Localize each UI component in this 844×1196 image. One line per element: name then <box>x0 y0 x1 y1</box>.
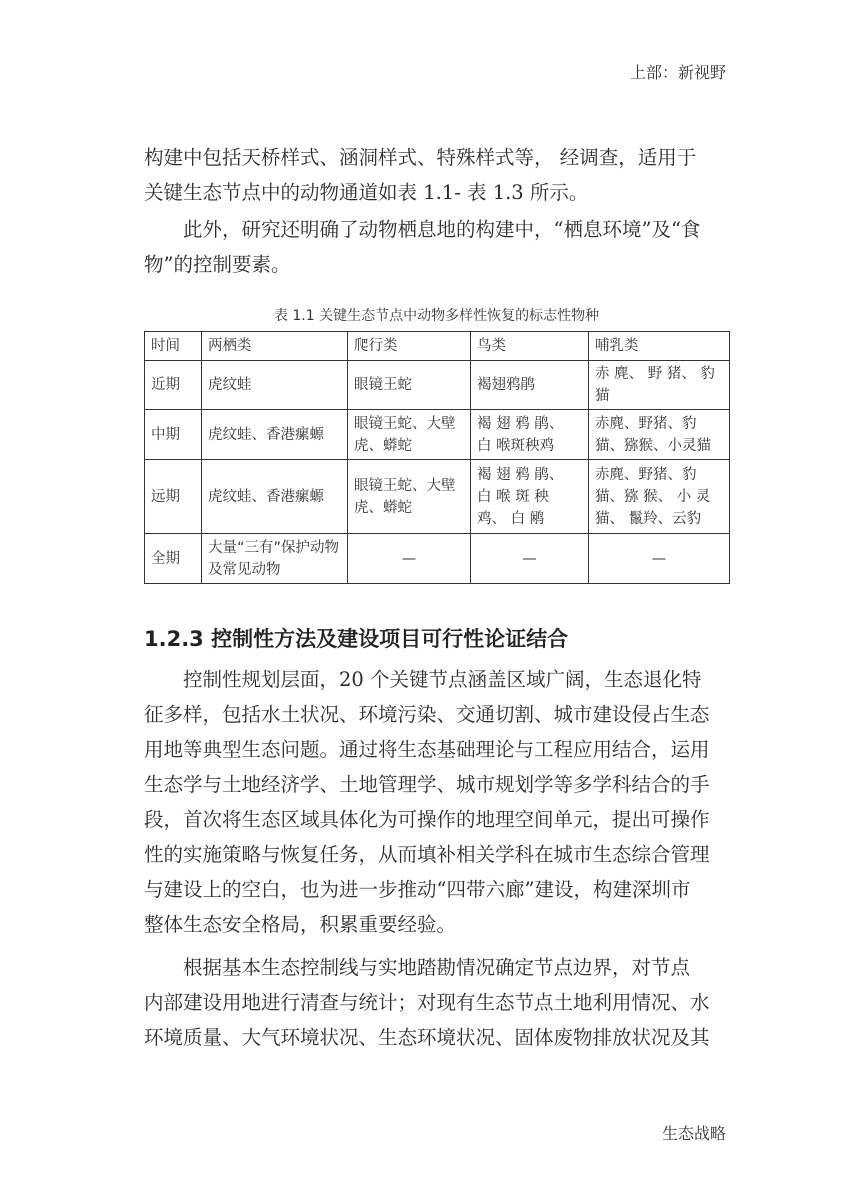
text-line: 物”的控制要素。 <box>144 253 291 276</box>
column-header: 哺乳类 <box>589 332 730 361</box>
text-line: 征多样，包括水土状况、环境污染、交通切割、城市建设侵占生态 <box>144 703 710 726</box>
table-cell: 中期 <box>145 410 202 460</box>
table-cell: 虎纹蛙 <box>202 361 348 410</box>
table-cell: 眼镜王蛇 <box>348 361 471 410</box>
text-line: 关键生态节点中的动物通道如表 1.1- 表 1.3 所示。 <box>144 181 589 204</box>
intro-paragraph-2 <box>144 212 729 282</box>
table-cell: 褐 翅 鸦 鹃、 白 喉斑秧鸡 <box>471 410 589 460</box>
table-cell: 褐翅鸦鹃 <box>471 361 589 410</box>
table-cell: 褐 翅 鸦 鹃、 白 喉 斑 秧 鸡、 白 鹇 <box>471 460 589 534</box>
text-line: 性的实施策略与恢复任务，从而填补相关学科在城市生态综合管理 <box>144 843 710 866</box>
table-cell: 虎纹蛙、香港瘰螈 <box>202 410 348 460</box>
section-paragraph-2 <box>144 950 729 1055</box>
table-cell: 眼镜王蛇、大壁虎、蟒蛇 <box>348 460 471 534</box>
table-cell: 远期 <box>145 460 202 534</box>
species-table <box>144 331 730 584</box>
text-line: 构建中包括天桥样式、涵洞样式、特殊样式等， 经调查，适用于 <box>144 146 697 169</box>
running-header: 上部：新视野 <box>629 63 726 82</box>
table-row <box>145 534 730 584</box>
text-line: 内部建设用地进行清查与统计；对现有生态节点土地利用情况、水 <box>144 991 710 1014</box>
table-cell: 大量“三有”保护动物及常见动物 <box>202 534 348 584</box>
running-footer: 生态战略 <box>661 1124 726 1143</box>
table-row <box>145 361 730 410</box>
table-cell: — <box>471 534 589 584</box>
table-cell: 赤麂、野猪、豹猫、猕 猴、 小 灵 猫、 鬣羚、云豹 <box>589 460 730 534</box>
table-row <box>145 460 730 534</box>
section-paragraph-1 <box>144 662 729 942</box>
column-header: 两栖类 <box>202 332 348 361</box>
text-line: 此外，研究还明确了动物栖息地的构建中，“栖息环境”及“食 <box>183 218 701 241</box>
intro-paragraph-1 <box>144 140 729 210</box>
column-header: 爬行类 <box>348 332 471 361</box>
text-line: 环境质量、大气环境状况、生态环境状况、固体废物排放状况及其 <box>144 1026 710 1049</box>
table-cell: — <box>348 534 471 584</box>
text-line: 段，首次将生态区域具体化为可操作的地理空间单元，提出可操作 <box>144 808 710 831</box>
text-line: 与建设上的空白，也为进一步推动“四带六廊”建设，构建深圳市 <box>144 878 691 901</box>
text-line: 控制性规划层面，20 个关键节点涵盖区域广阔，生态退化特 <box>183 668 702 691</box>
column-header: 时间 <box>145 332 202 361</box>
table-caption: 表 1.1 关键生态节点中动物多样性恢复的标志性物种 <box>273 308 600 324</box>
table-row <box>145 410 730 460</box>
table-header-row <box>145 332 730 361</box>
table-cell: — <box>589 534 730 584</box>
table-cell: 虎纹蛙、香港瘰螈 <box>202 460 348 534</box>
text-line: 整体生态安全格局，积累重要经验。 <box>144 913 457 936</box>
text-line: 生态学与土地经济学、土地管理学、城市规划学等多学科结合的手 <box>144 773 710 796</box>
text-line: 根据基本生态控制线与实地踏勘情况确定节点边界，对节点 <box>183 956 691 979</box>
table-cell: 近期 <box>145 361 202 410</box>
section-heading: 1.2.3 控制性方法及建设项目可行性论证结合 <box>144 627 569 651</box>
table-cell: 眼镜王蛇、大壁虎、蟒蛇 <box>348 410 471 460</box>
table-cell: 全期 <box>145 534 202 584</box>
text-line: 用地等典型生态问题。通过将生态基础理论与工程应用结合，运用 <box>144 738 710 761</box>
table-cell: 赤麂、野猪、豹猫、猕猴、小灵猫 <box>589 410 730 460</box>
column-header: 鸟类 <box>471 332 589 361</box>
table-cell: 赤 麂、 野 猪、 豹猫 <box>589 361 730 410</box>
